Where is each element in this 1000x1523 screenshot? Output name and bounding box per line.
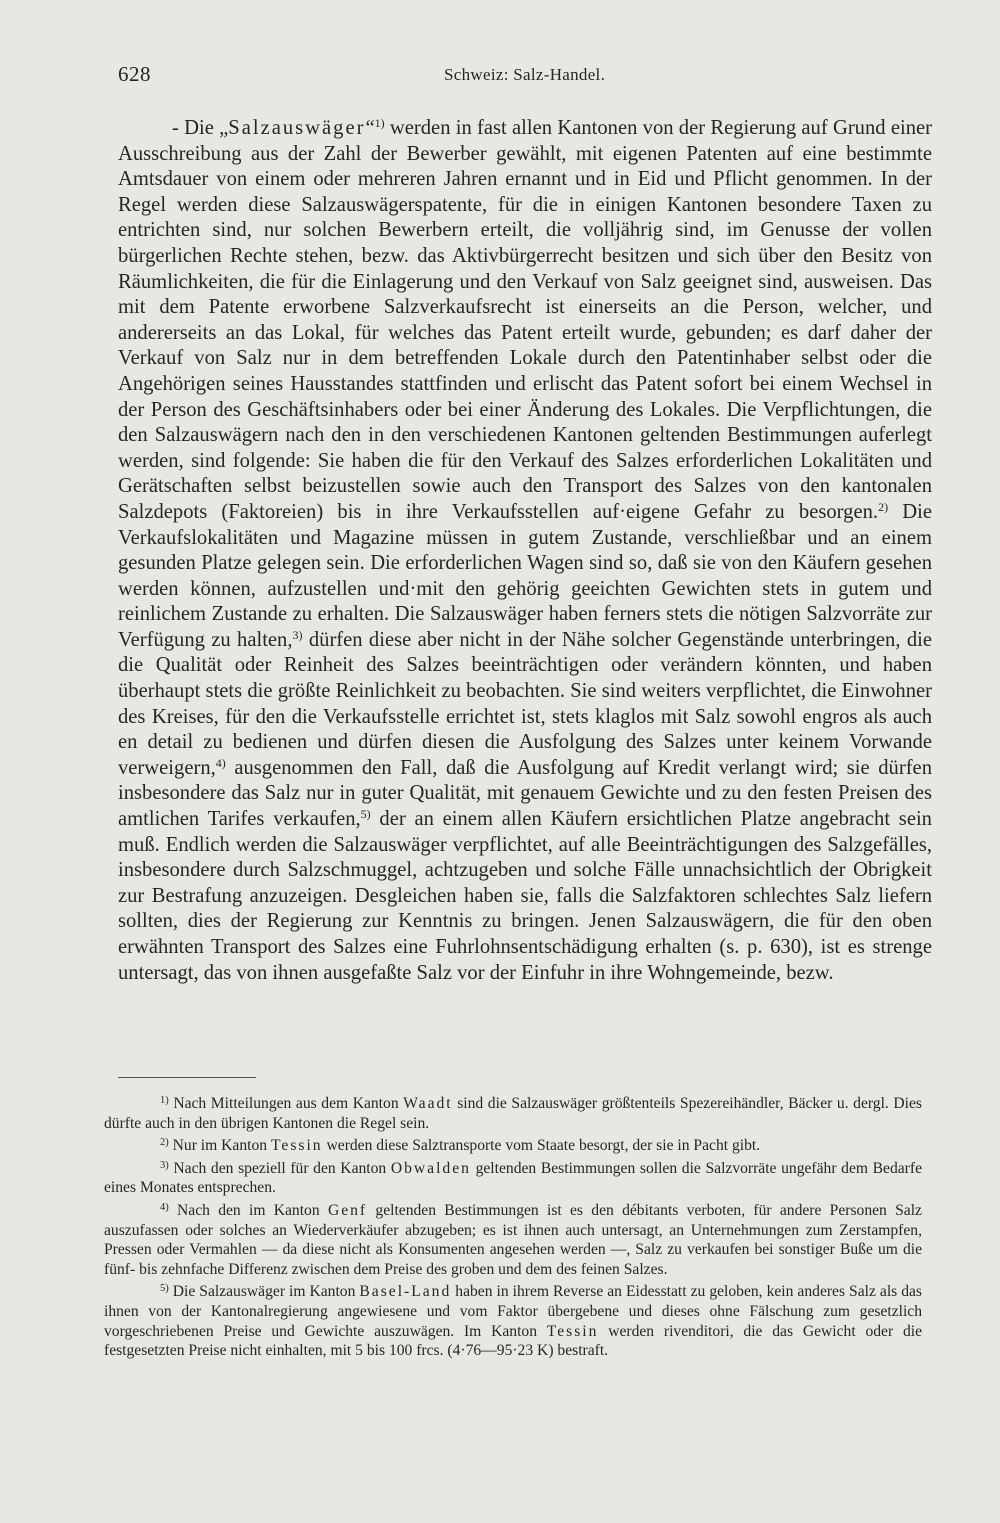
footnote-ref-1: 1): [374, 116, 385, 130]
running-title: Schweiz: Salz-Handel.: [444, 65, 606, 84]
running-header: [118, 62, 932, 92]
footnote-5-pre: Die Salzauswäger im Kanton: [172, 1283, 360, 1301]
text-segment-1: werden in fast allen Kantonen von der Regierung auf Grund einer Ausschreibung aus der Zahl der Bewerber gewählt, mit eigenen Patenten auf eine bestimmte Amtsdauer von einem oder mehreren Jahren ernannt und in Eid und Pflicht genommen. In der Regel werden diese Salzauswägerspatente, für die in einigen Kantonen besondere Taxen zu entrichten sind, nur solchen Bewerbern erteilt, die volljährig sind, im Genusse der vollen bürgerlichen Rechte stehen, bezw. das Aktivbürgerrecht besitzen und sich über den Besitz von Räumlichkeiten, die für die Einlagerung und den Verkauf von Salz geeignet sind, ausweisen. Das mit dem Patente erworbene Salzverkaufsrecht ist einerseits an die Person, welcher, und andererseits an das Lokal, für welches das Patent erteilt wurde, gebunden; es darf daher der Verkauf von Salz nur in dem betreffenden Lokale durch den Patentinhaber selbst oder die Angehörigen seines Hausstandes stattfinden und erlischt das Patent sofort bei einem Wechsel in der Person des Geschäftsinhabers oder bei einer Änderung des Lokales. Die Verpflichtungen, die den Salzauswägern nach den in den verschiedenen Kantonen geltenden Bestimmungen auferlegt werden, sind folgende: Sie haben die für den Verkauf des Salzes erforderlichen Lokalitäten und Gerätschaften selbst beizustellen sowie auch den Transport des Salzes von den kantonalen Salzdepots (Faktoreien) bis in ihre Verkaufsstellen auf·eigene Gefahr zu besorgen.: [118, 117, 932, 523]
text-segment-3: dürfen diese aber nicht in der Nähe solcher Gegenstände unterbringen, die die Qualität oder Reinheit des Salzes beeinträchtigen oder verändern könnten, und haben überhaupt stets die größte Reinlichkeit zu beobachten. Sie sind weiters verpflichtet, die Einwohner des Kreises, für den die Verkaufsstelle errichtet ist, stets klaglos mit Salz sowohl engros als auch en detail zu bedienen und dürfen diesen die Ausfolgung des Salzes unter keinem Vorwande verweigern,: [118, 628, 932, 779]
text-segment-2: Die Verkaufslokalitäten und Magazine müssen in gutem Zustande, verschließbar und an einem gesunden Platze gelegen sein. Die erforderlichen Wagen sind so, daß sie von den Käufern gesehen werden können, aufzustellen und·mit den gehörig geeichten Gewichten stets in gutem und reinlichem Zustande zu erhalten. Die Salzauswäger haben ferners stets die nötigen Salzvorräte zur Verfügung zu halten,: [118, 500, 932, 651]
footnote-ref-5-number: 5: [360, 807, 367, 822]
footnote-5-canton-2: Tessin: [546, 1322, 599, 1340]
footnote-divider: [118, 1077, 256, 1078]
footnote-ref-4: 4): [215, 755, 226, 770]
footnote-5-digit: 5: [160, 1283, 166, 1295]
footnote-2-pre: Nur im Kanton: [172, 1137, 271, 1155]
footnote-1-canton: Waadt: [403, 1095, 453, 1112]
lead-mark: -: [172, 117, 179, 139]
footnote-ref-4-number: 4: [215, 755, 222, 770]
footnote-ref-5: 5): [360, 807, 371, 822]
footnote-3-canton: Obwalden: [390, 1159, 471, 1177]
text-segment-5: der an einem allen Käufern ersichtlichen Platze angebracht sein muß. Endlich werden die Salzauswäger verpflichtet, auf alle Beeinträchtigungen des Salzgefälles, insbesondere durch Salzschmuggel, achtzugeben und solche Fälle unnachsichtlich der Obrigkeit zur Bestrafung anzuzeigen. Desgleichen haben sie, falls die Salzfaktoren schlechtes Salz liefern sollten, dies der Regierung zur Kenntnis zu bringen. Jenen Salzauswägern, die für den oben erwähnten Transport des Salzes eine Fuhrlohnsentschädigung erhalten (s. p. 630), ist es strenge untersagt, das von ihnen ausgefaßte Salz vor der Einfuhr in ihre Wohngemeinde, bezw.: [118, 808, 932, 984]
footnote-2-canton: Tessin: [270, 1137, 323, 1155]
footnote-3: [104, 1159, 922, 1198]
footnote-3-number: 3): [160, 1159, 169, 1171]
footnote-5-mid: haben in ihrem Reverse an Eidesstatt zu geloben, kein anderes Salz als das ihnen von der Kantonalregierung angewiesene und vom Faktor übergebene und dieses ohne Fälschung zum gesetzlich vorgeschriebenen Preise und Gewichte auszuwägen. Im Kanton: [104, 1283, 923, 1340]
footnote-ref-2: 2): [878, 499, 889, 514]
footnote-2: [104, 1136, 922, 1156]
footnote-4-canton: Genf: [327, 1201, 368, 1219]
footnote-1-post: sind die Salzauswäger größtenteils Spezereihändler, Bäcker u. dergl. Dies dürfte auch in den übrigen Kantonen die Regel sein.: [104, 1095, 922, 1132]
footnote-2-number: 2): [160, 1137, 169, 1149]
footnote-3-digit: 3: [160, 1159, 166, 1171]
footnote-1-number: 1): [160, 1095, 169, 1106]
footnote-1: [104, 1094, 922, 1133]
footnote-3-post: geltenden Bestimmungen sollen die Salzvorräte ungefähr dem Bedarfe eines Monates entsprechen.: [104, 1159, 922, 1197]
footnote-ref-2-number: 2: [878, 499, 885, 514]
main-text: [118, 116, 932, 986]
footnote-1-pre: Nach Mitteilungen aus dem Kanton: [173, 1095, 404, 1112]
footnote-5-canton: Basel-Land: [359, 1283, 452, 1301]
term-close-quote: “: [365, 117, 375, 139]
footnote-2-post: werden diese Salztransporte vom Staate besorgt, der sie in Pacht gibt.: [322, 1137, 761, 1155]
footnote-3-pre: Nach den speziell für den Kanton: [173, 1159, 391, 1177]
footnotes: [104, 1094, 922, 1364]
text-segment-4: ausgenommen den Fall, daß die Ausfolgung auf Kredit verlangt wird; sie dürfen insbesondere das Salz nur in guter Qualität, mit genauem Gewichte und zu den festen Preisen des amtlichen Tarifes verkaufen,: [118, 756, 932, 831]
footnote-4-digit: 4: [160, 1201, 166, 1213]
footnote-5: [104, 1282, 922, 1360]
footnote-5-number: 5): [160, 1283, 169, 1295]
footnote-4: [104, 1201, 922, 1279]
footnote-4-pre: Nach den im Kanton: [177, 1201, 328, 1219]
footnote-4-number: 4): [160, 1201, 169, 1213]
footnote-ref-1-number: 1: [374, 116, 381, 130]
footnote-ref-3-number: 3: [292, 627, 299, 642]
footnote-4-post: geltenden Bestimmungen ist es den débitants verboten, für andere Personen Salz auszufassen oder solches an Wiederverkäufer abzugeben; es ist ihnen auch untersagt, an Unternehmungen zum Zerstampfen, Pressen oder Vermahlen — da diese nicht als Konsumenten angesehen werden —, Salz zu verkaufen bei sonstiger Buße um die fünf- bis zehnfache Differenz zwischen dem Preise des groben und dem des feinen Salzes.: [104, 1201, 922, 1278]
term-open-quote: „: [219, 117, 229, 139]
page-number: 628: [118, 62, 151, 86]
footnote-ref-3: 3): [292, 627, 303, 642]
footnote-5-post: werden rivenditori, die das Gewicht oder die festgesetzten Preise nicht einhalten, mit 5 bis 100 frcs. (4·76—95·23 K) bestraft.: [104, 1322, 922, 1360]
main-paragraph: - Die „Salzauswäger“$^{1)}$ werden in fast allen Kantonen von der Regierung auf Grund einer Ausschreibung aus der Zahl der Bewerber gewählt, mit eigenen Patenten auf eine bestimmte Amtsdauer von einem oder mehreren Jahren ernannt und in Eid und Pflicht genommen. In der Regel werden diese Salzauswägerspatente, für die in einigen Kantonen besondere Taxen zu entrichten sind, nur solchen Bewerbern erteilt, die volljährig sind, im Genusse der vollen bürgerlichen Rechte stehen, bezw. das Aktivbürgerrecht besitzen und sich über den Besitz von Räumlichkeiten, die für die Einlagerung und den Verkauf von Salz geeignet sind, ausweisen. Das mit dem Patente erworbene Salzverkaufsrecht ist einerseits an die Person, welcher, und andererseits an das Lokal, für welches das Patent erteilt wurde, gebunden; es darf daher der Verkauf von Salz nur in dem betreffenden Lokale durch den Patentinhaber selbst oder die Angehörigen seines Hausstandes stattfinden und erlischt das Patent sofort bei einem Wechsel in der Person des Geschäftsinhabers oder bei einer Änderung des Lokales. Die Verpflichtungen, die den Salzauswägern nach den in den verschiedenen Kantonen geltenden Bestimmungen auferlegt werden, sind folgende: Sie haben die für den Verkauf des Salzes erforderlichen Lokalitäten und Gerätschaften selbst beizustellen sowie auch den Transport des Salzes von den kantonalen Salzdepots (Faktoreien) bis in ihre Verkaufsstellen auf·eigene Gefahr zu besorgen.$^{2)}$ Die Verkaufslokalitäten und Magazine müssen in gutem Zustande, verschließbar und an einem gesunden Platze gelegen sein. Die erforderlichen Wagen sind so, daß sie von den Käufern gesehen werden können, aufzustellen und·mit den gehörig geeichten Gewichten stets in gutem und reinlichem Zustande zu erhalten. Die Salzauswäger haben ferners stets die nötigen Salzvorräte zur Verfügung zu halten,$^{3)}$ dürfen diese aber nicht in der Nähe solcher Gegenstände unterbringen, die die Qualität oder Reinheit des Salzes beeinträchtigen oder verändern könnten, und haben überhaupt stets die größte Reinlichkeit zu beobachten. Sie sind weiters verpflichtet, die Einwohner des Kreises, für den die Verkaufsstelle errichtet ist, stets klaglos mit Salz sowohl engros als auch en detail zu bedienen und dürfen diesen die Ausfolgung des Salzes unter keinem Vorwande verweigern,$^{4)}$ ausgenommen den Fall, daß die Ausfolgung auf Kredit verlangt wird; sie dürfen insbesondere das Salz nur in guter Qualität, mit genauem Gewichte und zu den festen Preisen des amtlichen Tarifes verkaufen,$^{5)}$ der an einem allen Käufern ersichtlichen Platze angebracht sein muß. Endlich werden die Salzauswäger verpflichtet, auf alle Beeinträchtigungen des Salzgefälles, insbesondere durch Salzschmuggel, achtzugeben und solche Fälle unnachsichtlich der Obrigkeit zur Bestrafung anzuzeigen. Desgleichen haben sie, falls die Salzfaktoren schlechtes Salz liefern sollten, dies der Regierung zur Kenntnis zu bringen. Jenen Salzauswägern, die für den oben erwähnten Transport des Salzes eine Fuhrlohnsentschädigung erhalten (s. p. 630), ist es strenge untersagt, das von ihnen ausgefaßte Salz vor der Einfuhr in ihre Wohngemeinde, bezw.: [118, 116, 932, 984]
term-salzauswaeger: Salzauswäger: [228, 117, 366, 139]
footnote-2-digit: 2: [160, 1137, 166, 1149]
footnote-1-digit: 1: [160, 1095, 166, 1106]
